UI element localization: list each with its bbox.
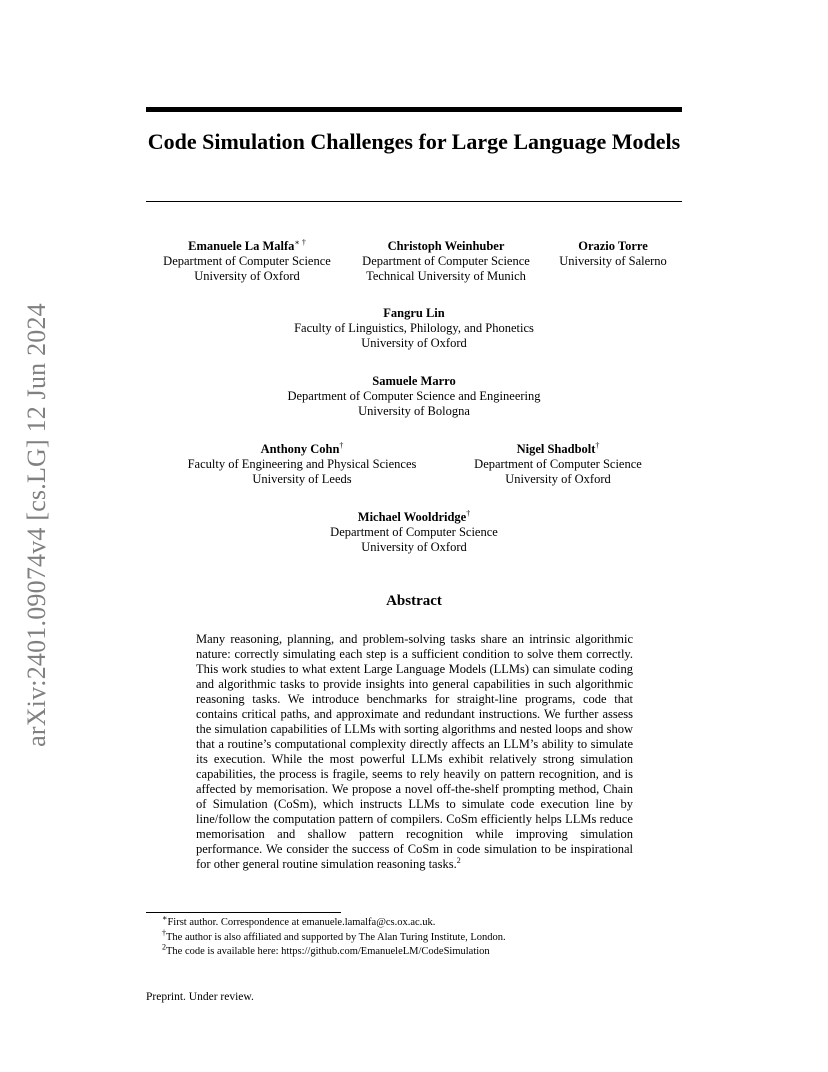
author-affiliation: Faculty of Engineering and Physical Sciences <box>187 457 417 471</box>
author-affiliation: Faculty of Linguistics, Philology, and Phonetics <box>294 321 534 335</box>
footnote-text: The author is also affiliated and supported by The Alan Turing Institute, London. <box>166 932 506 943</box>
author-affiliation: University of Oxford <box>505 472 611 486</box>
author-block <box>458 442 658 487</box>
title-top-rule <box>146 107 682 112</box>
author-name: Orazio Torre <box>578 239 648 253</box>
author-block <box>548 239 678 269</box>
author-marks: ∗ † <box>294 237 306 247</box>
abstract-body <box>196 632 633 872</box>
author-block <box>214 306 614 351</box>
paper-title: Code Simulation Challenges for Large Language Models <box>147 129 681 154</box>
footnote-text: First author. Correspondence at emanuele.lamalfa@cs.ox.ac.uk. <box>167 917 436 928</box>
author-affiliation: Department of Computer Science <box>474 457 642 471</box>
author-affiliation: University of Oxford <box>361 336 467 350</box>
abstract-footnote-mark: 2 <box>456 855 461 865</box>
title-bottom-rule <box>146 201 682 202</box>
author-block <box>214 374 614 419</box>
author-marks: † <box>339 440 344 450</box>
author-affiliation: University of Leeds <box>252 472 352 486</box>
abstract-heading: Abstract <box>386 593 442 609</box>
author-name: Samuele Marro <box>372 374 456 388</box>
author-name: Emanuele La Malfa <box>188 239 295 253</box>
preprint-note: Preprint. Under review. <box>146 991 254 1003</box>
author-affiliation: Department of Computer Science <box>330 525 498 539</box>
author-name: Anthony Cohn <box>260 442 340 456</box>
author-name: Michael Wooldridge <box>357 510 467 524</box>
author-affiliation: University of Oxford <box>361 540 467 554</box>
author-affiliation: Department of Computer Science <box>362 254 530 268</box>
author-marks: † <box>595 440 600 450</box>
author-name: Nigel Shadbolt <box>516 442 596 456</box>
arxiv-id: arXiv:2401.09074v4 [cs.LG] 12 Jun 2024 <box>22 303 51 747</box>
footnote-mark: 2 <box>162 942 166 952</box>
author-affiliation: University of Oxford <box>194 269 300 283</box>
author-name: Christoph Weinhuber <box>387 239 505 253</box>
author-block <box>172 442 432 487</box>
author-affiliation: University of Salerno <box>559 254 667 268</box>
footnote-text: The code is available here: https://github.com/EmanueleLM/CodeSimulation <box>166 946 490 957</box>
footnote <box>162 913 722 929</box>
author-affiliation: Department of Computer Science and Engineering <box>287 389 541 403</box>
footnote-mark: † <box>162 928 166 938</box>
author-affiliation: Department of Computer Science <box>163 254 331 268</box>
author-marks: † <box>466 508 471 518</box>
author-affiliation: Technical University of Munich <box>366 269 526 283</box>
author-block <box>147 239 347 284</box>
author-name: Fangru Lin <box>383 306 445 320</box>
footnote-mark: ∗ <box>162 913 168 923</box>
footnote <box>162 928 722 944</box>
author-affiliation: University of Bologna <box>358 404 470 418</box>
footnote-rule <box>146 912 341 913</box>
author-block <box>346 239 546 284</box>
footnote <box>162 942 722 958</box>
abstract-text: Many reasoning, planning, and problem-solving tasks share an intrinsic algorithmic nature: correctly simulating each step is a sufficient condition to solve them correctly. This work studies to what extent Large Language Models (LLMs) can simulate coding and algorithmic tasks to provide insights into general capabilities in such algorithmic reasoning tasks. We introduce benchmarks for straight-line programs, code that contains critical paths, and approximate and redundant instructions. We further assess the simulation capabilities of LLMs with sorting algorithms and nested loops and show that a routine’s computational complexity directly affects an LLM’s ability to simulate its execution. While the most powerful LLMs exhibit relatively strong simulation capabilities, the process is fragile, seems to rely heavily on pattern recognition, and is affected by memorisation. We propose a novel off-the-shelf prompting method, Chain of Simulation (CoSm), which instructs LLMs to simulate code execution line by line/follow the computation pattern of compilers. CoSm efficiently helps LLMs reduce memorisation and shallow pattern recognition while improving simulation performance. We consider the success of CoSm in code simulation to be inspirational for other general routine simulation reasoning tasks. <box>196 632 633 871</box>
author-block <box>214 510 614 555</box>
